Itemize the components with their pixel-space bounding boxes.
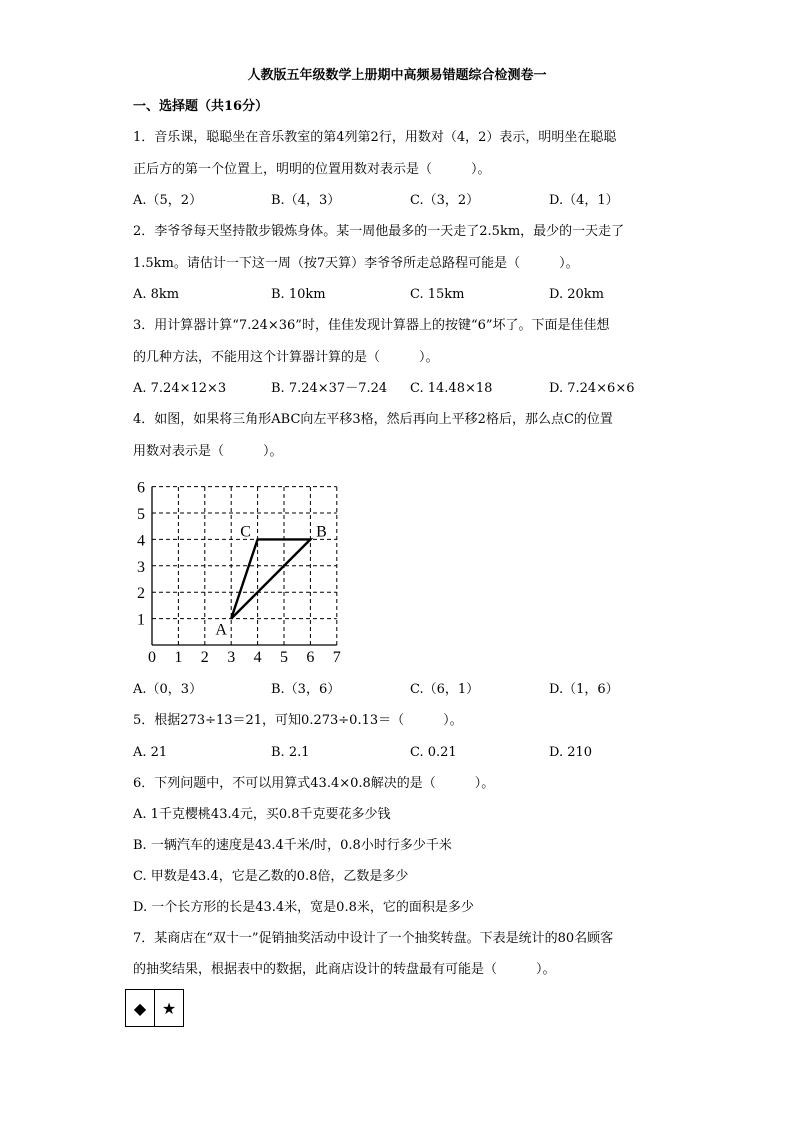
q2-option-d[interactable]: D. 20km	[549, 287, 604, 302]
x-tick-label: 6	[306, 649, 315, 666]
page-title: 人教版五年级数学上册期中高频易错题综合检测卷一	[247, 68, 547, 83]
q2-line1: 2．李爷爷每天坚持散步锻炼身体。某一周他最多的一天走了2.5km，最少的一天走了	[133, 224, 625, 239]
q2-option-b[interactable]: B. 10km	[271, 287, 326, 302]
q3-option-b[interactable]: B. 7.24×37－7.24	[271, 381, 388, 396]
x-tick-label: 3	[227, 649, 236, 666]
q7-line1: 7．某商店在“双十一”促销抽奖活动中设计了一个抽奖转盘。下表是统计的80名顾客	[133, 931, 614, 946]
q1-option-d[interactable]: D.（4，1）	[549, 193, 619, 208]
q6-option-b[interactable]: B. 一辆汽车的速度是43.4千米/时，0.8小时行多少千米	[133, 838, 452, 853]
point-label-c: C	[240, 523, 251, 541]
q1-option-b[interactable]: B.（4，3）	[271, 193, 341, 208]
q2-option-a[interactable]: A. 8km	[133, 287, 180, 302]
x-tick-label: 4	[253, 649, 262, 666]
y-tick-label: 1	[137, 611, 145, 629]
y-tick-label: 4	[137, 532, 145, 550]
x-tick-label: 7	[332, 649, 341, 666]
q1-line1: 1．音乐课，聪聪坐在音乐教室的第4列第2行，用数对（4，2）表示，明明坐在聪聪	[133, 130, 617, 145]
grid-lines	[152, 487, 337, 645]
table-row	[126, 990, 184, 1027]
y-tick-label: 6	[137, 479, 145, 497]
q3-line1: 3．用计算器计算“7.24×36”时，佳佳发现计算器上的按键“6”坏了。下面是佳佳想	[133, 318, 610, 333]
q4-line2: 用数对表示是（ ）。	[133, 444, 283, 459]
q3-option-c[interactable]: C. 14.48×18	[410, 381, 493, 396]
section-heading: 一、选择题（共16分）	[133, 99, 269, 114]
q4-option-a[interactable]: A.（0，3）	[133, 682, 203, 697]
diamond-symbol-cell: ◆	[126, 990, 155, 1027]
q6-option-a[interactable]: A. 1千克樱桃43.4元，买0.8千克要花多少钱	[133, 807, 391, 822]
x-tick-label: 1	[174, 649, 183, 666]
q2-option-c[interactable]: C. 15km	[410, 287, 465, 302]
q5-option-a[interactable]: A. 21	[133, 745, 168, 760]
q7-result-table	[125, 989, 184, 1027]
star-symbol-cell: ★	[155, 990, 184, 1027]
point-label-a: A	[215, 621, 227, 639]
triangle-abc	[231, 539, 310, 618]
y-tick-label: 2	[137, 585, 145, 603]
q1-option-a[interactable]: A.（5，2）	[133, 193, 203, 208]
q3-line2: 的几种方法，不能用这个计算器计算的是（ ）。	[133, 350, 439, 365]
q5-option-d[interactable]: D. 210	[549, 745, 593, 760]
x-tick-label: 5	[280, 649, 288, 666]
q7-line2: 的抽奖结果，根据表中的数据，此商店设计的转盘最有可能是（ ）。	[133, 962, 556, 977]
coordinate-grid-figure	[130, 474, 360, 669]
q6-line1: 6．下列问题中，不可以用算式43.4×0.8解决的是（ ）。	[133, 776, 495, 791]
q4-option-b[interactable]: B.（3，6）	[271, 682, 341, 697]
q1-option-c[interactable]: C.（3，2）	[410, 193, 480, 208]
point-label-b: B	[316, 523, 327, 541]
x-tick-label: 2	[200, 649, 209, 666]
y-tick-label: 5	[137, 506, 145, 523]
q4-option-c[interactable]: C.（6，1）	[410, 682, 480, 697]
q3-option-a[interactable]: A. 7.24×12×3	[133, 381, 227, 396]
x-tick-label: 0	[148, 649, 156, 666]
q6-option-c[interactable]: C. 甲数是43.4，它是乙数的0.8倍，乙数是多少	[133, 869, 409, 884]
q5-line1: 5．根据273÷13＝21，可知0.273÷0.13＝（ ）。	[133, 713, 463, 728]
q2-line2: 1.5km。请估计一下这一周（按7天算）李爷爷所走总路程可能是（ ）。	[133, 256, 579, 271]
q4-option-d[interactable]: D.（1，6）	[549, 682, 619, 697]
q4-line1: 4．如图，如果将三角形ABC向左平移3格，然后再向上平移2格后，那么点C的位置	[133, 412, 613, 427]
q5-option-c[interactable]: C. 0.21	[410, 745, 457, 760]
q5-option-b[interactable]: B. 2.1	[271, 745, 310, 760]
y-tick-label: 3	[137, 558, 145, 576]
q6-option-d[interactable]: D. 一个长方形的长是43.4米，宽是0.8米，它的面积是多少	[133, 900, 474, 915]
q3-option-d[interactable]: D. 7.24×6×6	[549, 381, 635, 396]
q1-line2: 正后方的第一个位置上，明明的位置用数对表示是（ ）。	[133, 162, 491, 177]
